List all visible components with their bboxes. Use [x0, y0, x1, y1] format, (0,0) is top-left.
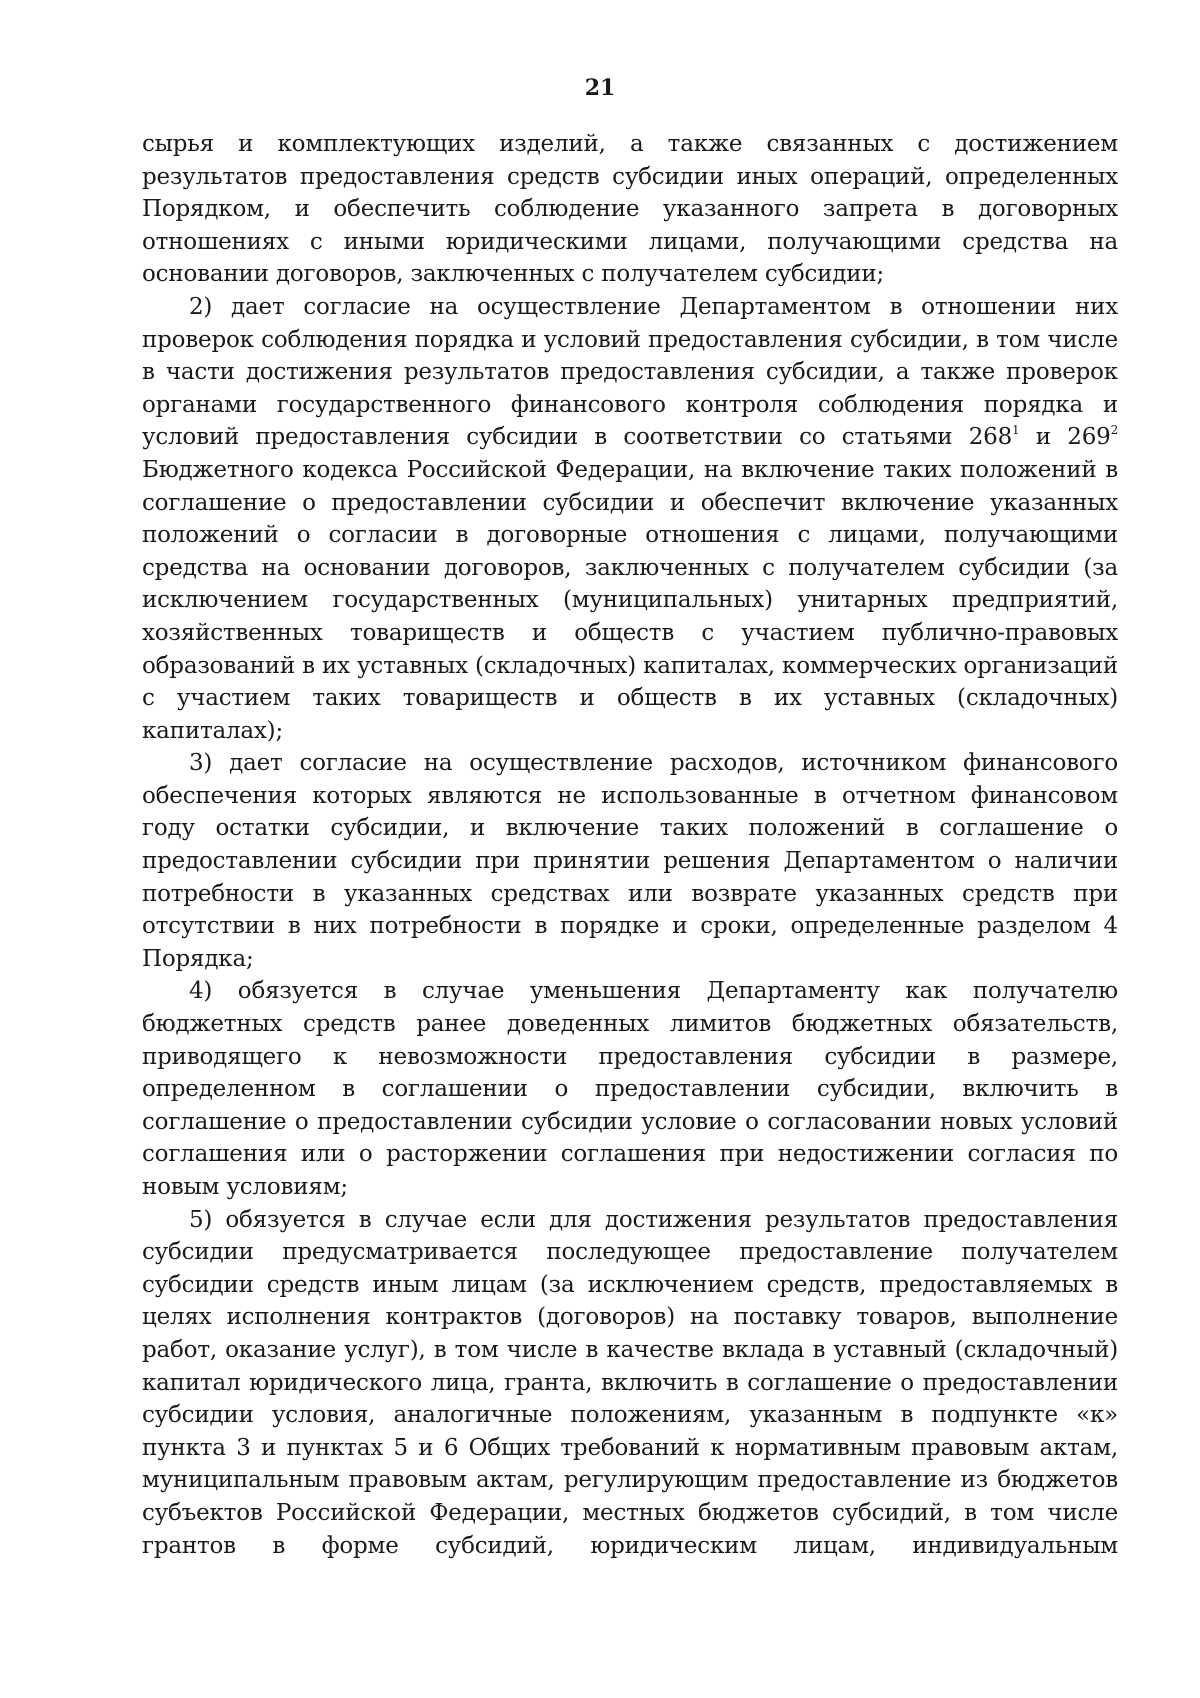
- paragraph-item-2-text-a: 2) дает согласие на осуществление Департаментом в отношении них проверок соблюдения порядка и условий предоставления субсидии, в том числе в части достижения результатов предоставления субсидии, а также проверок органами государственного финансового контроля соблюдения порядка и условий предоставления субсидии в соответствии со статьями 268: [142, 293, 1118, 451]
- paragraph-continuation: сырья и комплектующих изделий, а также связанных с достижением результатов предоставления средств субсидии иных операций, определенных Порядком, и обеспечить соблюдение указанного запрета в договорных отношениях с иными юридическими лицами, получающими средства на основании договоров, заключенных с получателем субсидии;: [142, 131, 1118, 288]
- paragraph-item-2: [142, 291, 1118, 747]
- paragraph-item-2-text-b: и 269: [1019, 424, 1111, 451]
- document-body: [142, 128, 1118, 1562]
- superscript-article-269: 2: [1110, 423, 1118, 438]
- superscript-article-268: 1: [1012, 423, 1020, 438]
- paragraph-item-4: 4) обязуется в случае уменьшения Департаменту как получателю бюджетных средств ранее доведенных лимитов бюджетных обязательств, приводящего к невозможности предоставления субсидии в размере, определенном в соглашении о предоставлении субсидии, включить в соглашение о предоставлении субсидии условие о согласовании новых условий соглашения или о расторжении соглашения при недостижении согласия по новым условиям;: [142, 978, 1118, 1200]
- paragraph-item-5: 5) обязуется в случае если для достижения результатов предоставления субсидии предусматривается последующее предоставление получателем субсидии средств иным лицам (за исключением средств, предоставляемых в целях исполнения контрактов (договоров) на поставку товаров, выполнение работ, оказание услуг), в том числе в качестве вклада в уставный (складочный) капитал юридического лица, гранта, включить в соглашение о предоставлении субсидии условия, аналогичные положениям, указанным в подпункте «к» пункта 3 и пунктах 5 и 6 Общих требований к нормативным правовым актам, муниципальным правовым актам, регулирующим предоставление из бюджетов субъектов Российской Федерации, местных бюджетов субсидий, в том числе грантов в форме субсидий, юридическим лицам, индивидуальным: [142, 1206, 1118, 1559]
- paragraph-item-3: 3) дает согласие на осуществление расходов, источником финансового обеспечения которых являются не использованные в отчетном финансовом году остатки субсидии, и включение таких положений в соглашение о предоставлении субсидии при принятии решения Департаментом о наличии потребности в указанных средствах или возврате указанных средств при отсутствии в них потребности в порядке и сроки, определенные разделом 4 Порядка;: [142, 750, 1118, 972]
- paragraph-item-2-text-c: Бюджетного кодекса Российской Федерации, на включение таких положений в соглашение о предоставлении субсидии и обеспечит включение указанных положений о согласии в договорные отношения с лицами, получающими средства на основании договоров, заключенных с получателем субсидии (за исключением государственных (муниципальных) унитарных предприятий, хозяйственных товариществ и обществ с участием публично-правовых образований в их уставных (складочных) капиталах, коммерческих организаций с участием таких товариществ и обществ в их уставных (складочных) капиталах);: [142, 456, 1118, 744]
- page-number: 21: [584, 75, 616, 101]
